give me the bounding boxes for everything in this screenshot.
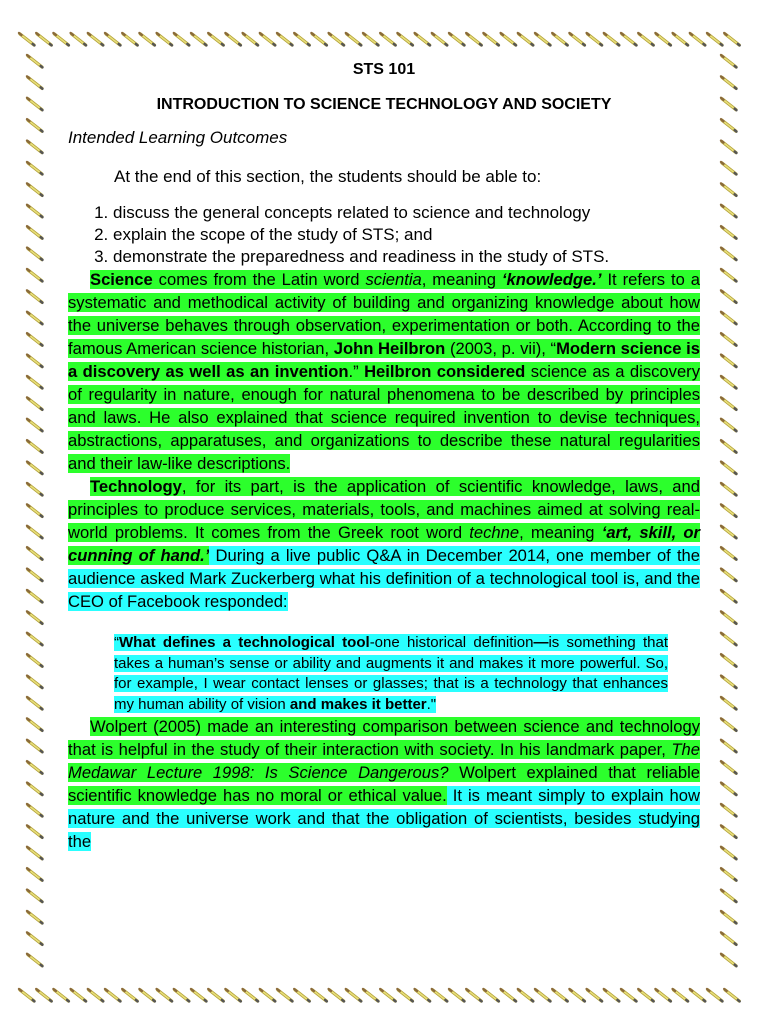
- pencil-icon: [380, 989, 396, 1001]
- pencil-icon: [587, 33, 603, 45]
- pencil-icon: [673, 33, 689, 45]
- pencil-icon: [27, 183, 43, 195]
- pencil-icon: [690, 989, 706, 1001]
- pencil-icon: [27, 847, 43, 859]
- pencil-icon: [721, 119, 737, 131]
- pencil-icon: [27, 611, 43, 623]
- pencil-icon: [518, 989, 534, 1001]
- pencil-icon: [27, 483, 43, 495]
- pencil-icon: [721, 290, 737, 302]
- pencil-icon: [721, 419, 737, 431]
- text-run: Heilbron considered: [364, 362, 526, 381]
- pencil-icon: [535, 33, 551, 45]
- pencil-icon: [621, 33, 637, 45]
- science-paragraph: [68, 268, 700, 475]
- pencil-icon: [157, 33, 173, 45]
- pencil-icon: [415, 33, 431, 45]
- pencil-icon: [721, 804, 737, 816]
- text-run: .": [426, 695, 437, 713]
- pencil-icon: [27, 205, 43, 217]
- pencil-icon: [638, 989, 654, 1001]
- pencil-icon: [346, 33, 362, 45]
- pencil-icon: [449, 989, 465, 1001]
- technology-meaning: ‘art, skill, or cunning of hand.’: [68, 523, 701, 565]
- pencil-icon: [27, 290, 43, 302]
- pencil-icon: [27, 761, 43, 773]
- pencil-icon: [53, 989, 69, 1001]
- pencil-icon: [621, 989, 637, 1001]
- pencil-icon: [191, 33, 207, 45]
- paper-title: The Medawar Lecture 1998: Is Science Dangerous?: [68, 740, 700, 782]
- outcome-item: 1. discuss the general concepts related to science and technology: [113, 202, 700, 224]
- pencil-icon: [27, 462, 43, 474]
- pencil-icon: [721, 654, 737, 666]
- text-run: Wolpert explained that reliable scientific knowledge has no moral or ethical value.: [68, 763, 700, 805]
- science-meaning: ‘knowledge.’: [501, 270, 602, 289]
- pencil-icon: [721, 911, 737, 923]
- pencil-icon: [721, 269, 737, 281]
- pencil-icon: [27, 504, 43, 516]
- pencil-icon: [208, 989, 224, 1001]
- pencil-icon: [225, 989, 241, 1001]
- text-run: , meaning: [519, 523, 602, 542]
- pencil-icon: [27, 355, 43, 367]
- pencil-icon: [27, 55, 43, 67]
- outcomes-heading: Intended Learning Outcomes: [68, 128, 288, 147]
- pencil-icon: [721, 76, 737, 88]
- pencil-icon: [174, 33, 190, 45]
- pencil-icon: [721, 718, 737, 730]
- pencil-icon: [721, 590, 737, 602]
- pencil-icon: [139, 33, 155, 45]
- pencil-icon: [397, 33, 413, 45]
- pencil-icon: [27, 569, 43, 581]
- pencil-icon: [721, 526, 737, 538]
- pencil-icon: [535, 989, 551, 1001]
- pencil-icon: [501, 989, 516, 1001]
- text-run: During a live public Q&A in December 2014, one member of the audience asked Mark Zuckerberg what his definition of a technological tool is, and the CEO of Facebook responded:: [68, 546, 701, 611]
- outcome-item: 3. demonstrate the preparedness and readiness in the study of STS.: [113, 246, 700, 268]
- pencil-icon: [88, 989, 104, 1001]
- pencil-icon: [139, 989, 155, 1001]
- pencil-icon: [27, 419, 43, 431]
- pencil-icon: [466, 989, 482, 1001]
- pencil-icon: [721, 183, 737, 195]
- pencil-icon: [71, 989, 87, 1001]
- pencil-icon: [311, 989, 327, 1001]
- pencil-icon: [329, 33, 345, 45]
- pencil-icon: [432, 989, 448, 1001]
- pencil-icon: [329, 989, 345, 1001]
- pencil-icon: [27, 119, 43, 131]
- pencil-icon: [191, 989, 207, 1001]
- latin-word: scientia: [365, 270, 422, 289]
- text-run: -one historical definition: [369, 634, 534, 651]
- text-run: comes from the Latin word: [152, 270, 366, 289]
- pencil-icon: [27, 911, 43, 923]
- text-run: It is meant simply to explain how nature and the universe work and that the obligation of scientists, besides studying the: [68, 786, 700, 851]
- pencil-icon: [721, 761, 737, 773]
- pencil-icon: [27, 440, 43, 452]
- pencil-icon: [260, 33, 276, 45]
- pencil-icon: [27, 718, 43, 730]
- pencil-icon: [380, 33, 396, 45]
- pencil-icon: [27, 162, 43, 174]
- outcomes-lead: At the end of this section, the students should be able to:: [114, 167, 542, 186]
- pencil-icon: [346, 989, 362, 1001]
- pencil-icon: [721, 676, 737, 688]
- pencil-icon: [466, 33, 482, 45]
- pencil-icon: [208, 33, 224, 45]
- pencil-icon: [721, 611, 737, 623]
- pencil-icon: [243, 989, 259, 1001]
- pencil-icon: [604, 33, 620, 45]
- pencil-icon: [721, 547, 737, 559]
- document-page: [68, 58, 700, 853]
- technology-term: Technology: [90, 477, 182, 496]
- pencil-icon: [721, 205, 737, 217]
- pencil-icon: [19, 989, 35, 1001]
- pencil-icon: [721, 162, 737, 174]
- pencil-icon: [721, 312, 737, 324]
- pencil-icon: [277, 989, 293, 1001]
- pencil-icon: [569, 33, 585, 45]
- text-run: historian: [261, 339, 325, 358]
- pencil-icon: [721, 825, 737, 837]
- heilbron-quote: Modern science is a discovery as well as an invention: [68, 339, 700, 381]
- pencil-icon: [721, 890, 737, 902]
- pencil-icon: [655, 989, 671, 1001]
- pencil-icon: [105, 33, 121, 45]
- pencil-icon: [174, 989, 190, 1001]
- pencil-icon: [721, 954, 737, 966]
- text-run: What defines a technological tool: [119, 634, 370, 651]
- pencil-icon: [157, 989, 173, 1001]
- pencil-icon: [88, 33, 104, 45]
- pencil-icon: [294, 33, 310, 45]
- pencil-icon: [721, 226, 737, 238]
- pencil-icon: [27, 590, 43, 602]
- pencil-icon: [721, 483, 737, 495]
- text-run: , meaning: [421, 270, 502, 289]
- pencil-icon: [27, 740, 43, 752]
- pencil-icon: [721, 697, 737, 709]
- text-run: and makes it better: [289, 695, 427, 713]
- pencil-icon: [501, 33, 516, 45]
- pencil-icon: [71, 33, 87, 45]
- pencil-icon: [721, 569, 737, 581]
- pencil-icon: [19, 33, 35, 45]
- outcome-item: 2. explain the scope of the study of STS; and: [113, 224, 700, 246]
- pencil-icon: [432, 33, 448, 45]
- pencil-icon: [721, 376, 737, 388]
- pencil-icon: [294, 989, 310, 1001]
- pencil-icon: [225, 33, 241, 45]
- text-run: “: [114, 634, 119, 651]
- pencil-icon: [27, 333, 43, 345]
- pencil-icon: [690, 33, 706, 45]
- text-run: (2003, p. vii), “: [445, 339, 557, 358]
- pencil-icon: [721, 333, 737, 345]
- pencil-icon: [449, 33, 465, 45]
- outcomes-list: [68, 202, 700, 268]
- pencil-icon: [27, 76, 43, 88]
- pencil-icon: [721, 868, 737, 880]
- pencil-icon: [27, 98, 43, 110]
- pencil-icon: [721, 141, 737, 153]
- pencil-icon: [27, 804, 43, 816]
- pencil-icon: [724, 33, 740, 45]
- pencil-icon: [27, 868, 43, 880]
- pencil-icon: [363, 989, 379, 1001]
- pencil-icon: [27, 825, 43, 837]
- text-run: .”: [348, 362, 365, 381]
- pencil-icon: [721, 355, 737, 367]
- pencil-icon: [27, 783, 43, 795]
- pencil-icon: [27, 248, 43, 260]
- pencil-icon: [27, 697, 43, 709]
- pencil-icon: [27, 654, 43, 666]
- course-title: INTRODUCTION TO SCIENCE TECHNOLOGY AND SOCIETY: [156, 96, 612, 113]
- pencil-icon: [27, 633, 43, 645]
- text-run: is something that takes a human’s sense or ability and augments it and makes it more powerful. So, for example, I wear contact lenses or glasses; that is a technology that enhances my human ability of vision: [114, 634, 668, 713]
- greek-word: techne: [469, 523, 520, 542]
- pencil-icon: [721, 248, 737, 260]
- pencil-icon: [721, 847, 737, 859]
- text-run: —: [533, 634, 549, 651]
- pencil-icon: [721, 397, 737, 409]
- pencil-icon: [27, 141, 43, 153]
- pencil-icon: [122, 989, 138, 1001]
- technology-paragraph: [68, 475, 700, 613]
- pencil-icon: [483, 989, 499, 1001]
- pencil-icon: [552, 989, 568, 1001]
- pencil-icon: [415, 989, 431, 1001]
- pencil-icon: [721, 462, 737, 474]
- science-term: Science: [90, 270, 153, 289]
- pencil-icon: [707, 989, 723, 1001]
- pencil-icon: [707, 33, 723, 45]
- pencil-icon: [27, 954, 43, 966]
- text-run: Wolpert (2005) made an interesting comparison between science and technology that is helpful in the study of their interaction with society. In his landmark paper,: [68, 717, 700, 759]
- pencil-icon: [721, 55, 737, 67]
- pencil-icon: [53, 33, 69, 45]
- pencil-icon: [27, 547, 43, 559]
- pencil-icon: [277, 33, 293, 45]
- text-run: It refers to a systematic and methodical activity of building and organizing knowledge about how the universe behaves through observation, experimentation or both. According to the famous American science: [68, 270, 700, 358]
- text-run: , for its part, is the application of scientific knowledge, laws, and principles to produce services, materials, tools, and machines aimed at solving real-world problems. It comes from the Greek root word: [68, 477, 700, 542]
- course-code: STS 101: [352, 61, 416, 78]
- zuckerberg-quote: [114, 633, 668, 715]
- pencil-icon: [721, 783, 737, 795]
- pencil-icon: [27, 676, 43, 688]
- pencil-icon: [587, 989, 603, 1001]
- pencil-icon: [36, 989, 52, 1001]
- pencil-icon: [552, 33, 568, 45]
- pencil-icon: [105, 989, 121, 1001]
- pencil-icon: [36, 33, 52, 45]
- text-run: science as a discovery of regularity in nature, enough for natural phenomena to be described by principles and laws. He also explained that science required invention to devise techniques, abstractions, apparatuses, and organizations to describe these natural regularities and their law-like descriptions.: [68, 362, 701, 473]
- pencil-icon: [27, 376, 43, 388]
- text-run: ,: [324, 339, 334, 358]
- pencil-icon: [721, 98, 737, 110]
- pencil-icon: [27, 932, 43, 944]
- pencil-icon: [27, 526, 43, 538]
- pencil-icon: [721, 504, 737, 516]
- pencil-icon: [27, 269, 43, 281]
- author-name: John Heilbron: [333, 339, 446, 358]
- pencil-icon: [363, 33, 379, 45]
- pencil-icon: [397, 989, 413, 1001]
- pencil-icon: [243, 33, 259, 45]
- pencil-icon: [260, 989, 276, 1001]
- pencil-icon: [604, 989, 620, 1001]
- pencil-icon: [721, 932, 737, 944]
- pencil-icon: [122, 33, 138, 45]
- pencil-icon: [27, 312, 43, 324]
- pencil-icon: [638, 33, 654, 45]
- pencil-icon: [569, 989, 585, 1001]
- pencil-icon: [721, 440, 737, 452]
- pencil-icon: [721, 740, 737, 752]
- pencil-icon: [27, 890, 43, 902]
- wolpert-paragraph: [68, 715, 700, 853]
- pencil-icon: [655, 33, 671, 45]
- pencil-icon: [721, 633, 737, 645]
- pencil-icon: [673, 989, 689, 1001]
- pencil-icon: [518, 33, 534, 45]
- pencil-icon: [483, 33, 499, 45]
- pencil-icon: [724, 989, 740, 1001]
- pencil-icon: [311, 33, 327, 45]
- pencil-icon: [27, 397, 43, 409]
- pencil-icon: [27, 226, 43, 238]
